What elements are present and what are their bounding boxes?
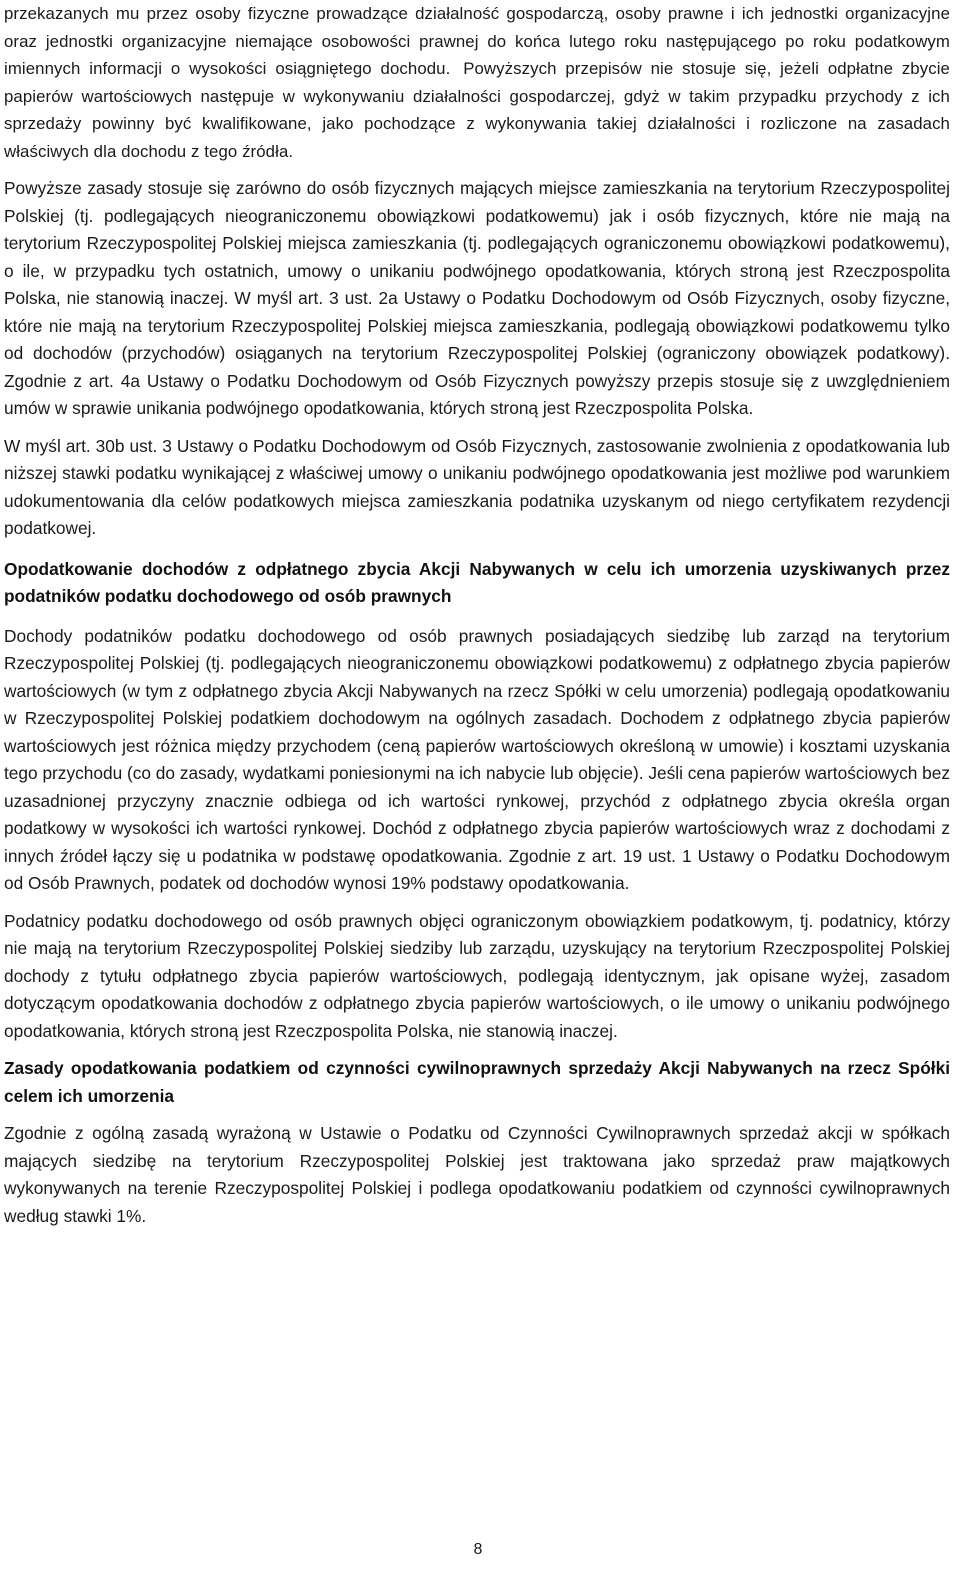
- intro-paragraph: przekazanych mu przez osoby fizyczne prowadzące działalność gospodarczą, osoby prawne i ich jednostki organizacyjne oraz jednostki organizacyjne niemające osobowości prawnej do końca lutego roku następującego po roku podatkowym imiennych informacji o wysokości osiągniętego dochodu.: [4, 4, 950, 78]
- section-heading-cit: Opodatkowanie dochodów z odpłatnego zbycia Akcji Nabywanych w celu ich umorzenia uzyskiwanych przez podatników podatku dochodowego od osób prawnych: [4, 558, 950, 606]
- paragraph-pcc: Zgodnie z ogólną zasadą wyrażoną w Ustawie o Podatku od Czynności Cywilnoprawnych sprzedaż akcji w spółkach mających siedzibę na terytorium Rzeczypospolitej Polskiej jest traktowana jako sprzedaż praw majątkowych wykonywanych na terenie Rzeczypospolitej Polskiej i podlega opodatkowaniu podatkiem od czynności cywilnoprawnych według stawki 1%.: [4, 1123, 950, 1226]
- paragraph-scope: Powyższe zasady stosuje się zarówno do osób fizycznych mających miejsce zamieszkania na terytorium Rzeczypospolitej Polskiej (tj. podlegających nieograniczonemu obowiązkowi podatkowemu) jak i osób fizycznych, które nie mają na terytorium Rzeczypospolitej Polskiej miejsca zamieszkania (tj. podlegających ograniczonemu obowiązkowi podatkowemu), o ile, w przypadku tych ostatnich, umowy o unikaniu podwójnego opodatkowania, których stroną jest Rzeczpospolita Polska, nie stanowią inaczej. W myśl art. 3 ust. 2a Ustawy o Podatku Dochodowym od Osób Fizycznych, osoby fizyczne, które nie mają na terytorium Rzeczypospolitej Polskiej miejsca zamieszkania, podlegają obowiązkowi podatkowemu tylko od dochodów (przychodów) osiąganych na terytorium Rzeczypospolitej Polskiej (ograniczony obowiązek podatkowy). Zgodnie z art. 4a Ustawy o Podatku Dochodowym od Osób Fizycznych powyższy przepis stosuje się z uwzględnieniem umów w sprawie unikania podwójnego opodatkowania, których stroną jest Rzeczpospolita Polska.: [4, 178, 950, 418]
- document-page: [4, 0, 950, 1230]
- section-heading-pcc: Zasady opodatkowania podatkiem od czynności cywilnoprawnych sprzedaży Akcji Nabywanych na rzecz Spółki celem ich umorzenia: [4, 1058, 950, 1106]
- paragraph-exemption: W myśl art. 30b ust. 3 Ustawy o Podatku Dochodowym od Osób Fizycznych, zastosowanie zwolnienia z opodatkowania lub niższej stawki podatku wynikającej z właściwej umowy o unikaniu podwójnego opodatkowania jest możliwe pod warunkiem udokumentowania dla celów podatkowych miejsca zamieszkania podatnika uzyskanym od niego certyfikatem rezydencji podatkowej.: [4, 435, 950, 538]
- paragraph-exclusion: Powyższych przepisów nie stosuje się, jeżeli odpłatne zbycie papierów wartościowych następuje w wykonywaniu działalności gospodarczej, gdyż w takim przypadku przychody z ich sprzedaży powinny być kwalifikowane, jako pochodzące z wykonywania takiej działalności i rozliczone na zasadach właściwych dla dochodu z tego źródła.: [4, 59, 950, 161]
- lead-section: [4, 0, 950, 165]
- paragraph-cit-limited: Podatnicy podatku dochodowego od osób prawnych objęci ograniczonym obowiązkiem podatkowym, tj. podatnicy, którzy nie mają na terytorium Rzeczypospolitej Polskiej siedziby lub zarządu, uzyskujący na terytorium Rzeczpospolitej Polskiej dochody z tytułu odpłatnego zbycia papierów wartościowych, podlegają identycznym, jak opisane wyżej, zasadom dotyczącym opodatkowania dochodów z odpłatnego zbycia papierów wartościowych, o ile umowy o unikaniu podwójnego opodatkowania, których stroną jest Rzeczpospolita Polska, nie stanowią inaczej.: [4, 910, 950, 1041]
- paragraph-cit-rules: Dochody podatników podatku dochodowego od osób prawnych posiadających siedzibę lub zarząd na terytorium Rzeczypospolitej Polskiej (tj. podlegających nieograniczonemu obowiązkowi podatkowemu) z odpłatnego zbycia papierów wartościowych (w tym z odpłatnego zbycia Akcji Nabywanych na rzecz Spółki w celu umorzenia) podlegają opodatkowaniu w Rzeczypospolitej Polskiej podatkiem dochodowym na ogólnych zasadach. Dochodem z odpłatnego zbycia papierów wartościowych jest różnica między przychodem (ceną papierów wartościowych określoną w umowie) i kosztami uzyskania tego przychodu (co do zasady, wydatkami poniesionymi na ich nabycie lub objęcie). Jeśli cena papierów wartościowych bez uzasadnionej przyczyny znacznie odbiega od ich wartości rynkowej, przychód z odpłatnego zbycia określa organ podatkowy w wysokości ich wartości rynkowej. Dochód z odpłatnego zbycia papierów wartościowych wraz z dochodami z innych źródeł łączy się u podatnika w podstawę opodatkowania. Zgodnie z art. 19 ust. 1 Ustawy o Podatku Dochodowym od Osób Prawnych, podatek od dochodów wynosi 19% podstawy opodatkowania.: [4, 625, 950, 893]
- page-number: 8: [473, 1541, 483, 1558]
